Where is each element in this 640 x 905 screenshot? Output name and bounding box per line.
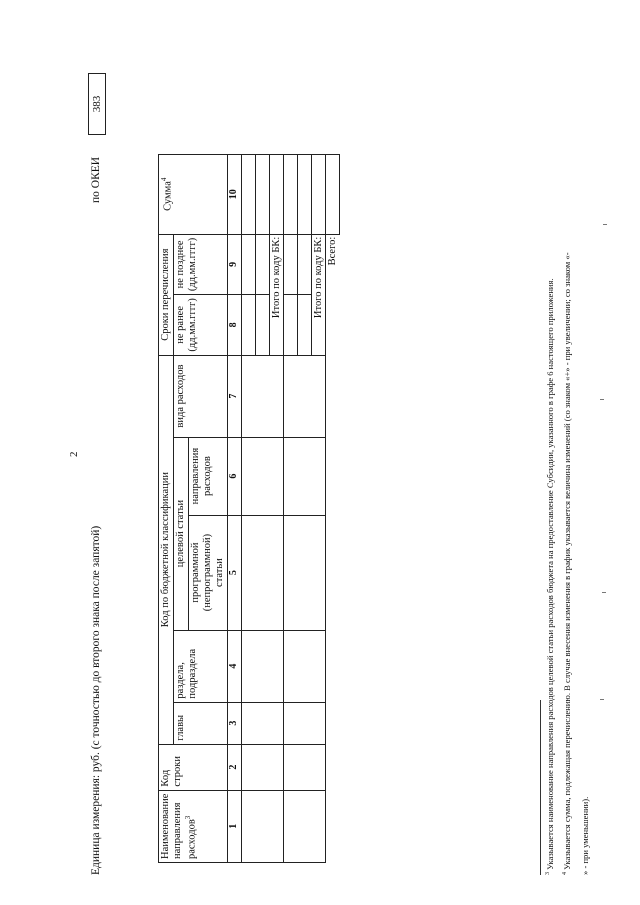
col-number-1: 1 <box>228 790 242 862</box>
header-sroki-cell: Сроки перечисления <box>159 234 174 355</box>
header-razdel-cell: раздела, подраздела <box>174 630 228 702</box>
header-glavy-cell: главы <box>174 702 228 744</box>
column-numbers-row <box>228 154 242 862</box>
group1-napr-cell[interactable] <box>242 437 284 515</box>
col-number-5: 5 <box>228 515 242 630</box>
group2-summa-cell[interactable] <box>284 154 298 234</box>
page-number: 2 <box>68 451 80 457</box>
header-napr-cell: направления расходов <box>189 437 228 515</box>
itogo-bk-sum[interactable] <box>270 154 284 234</box>
header-name-cell: Наименование направления расходов$^3$ <box>159 790 228 862</box>
itogo-bk-sum-2[interactable] <box>312 154 326 234</box>
group2-summa-cell-2[interactable] <box>298 154 312 234</box>
header-ne-pozdnee-cell: не позднее (дд.мм.гггг) <box>174 234 228 294</box>
group1-ne-ranee-cell[interactable] <box>242 295 256 355</box>
col-number-7: 7 <box>228 355 242 437</box>
header-vida-cell: вида расходов <box>174 355 228 437</box>
footnote-4: $^4$ Указывается сумма, подлежащая перечислению. В случае внесения изменения в график указывается величина изменений (со знаком «+» - при увеличении; со знаком «- <box>562 252 572 875</box>
group1-ne-pozdnee-cell[interactable] <box>242 234 256 294</box>
table-row <box>242 154 256 862</box>
group2-glavy-cell[interactable] <box>284 702 326 744</box>
unit-label: Единица измерения: руб. (с точностью до второго знака после запятой) <box>90 525 102 875</box>
group1-ne-ranee-cell-2[interactable] <box>256 295 270 355</box>
header-celevoi-cell: целевой статьи <box>174 437 189 630</box>
group2-napr-cell[interactable] <box>284 437 326 515</box>
vsego-sum[interactable] <box>326 154 340 234</box>
group2-program-cell[interactable] <box>284 515 326 630</box>
group2-ne-pozdnee-cell[interactable] <box>284 234 298 294</box>
group1-summa-cell-2[interactable] <box>256 154 270 234</box>
vsego-row <box>326 154 340 862</box>
header-program-cell: программной (непрограммной) статьи <box>189 515 228 630</box>
group2-ne-pozdnee-cell-2[interactable] <box>298 234 312 294</box>
header-row-1 <box>159 154 174 862</box>
okei-label: по ОКЕИ <box>90 156 102 203</box>
col-number-10: 10 <box>228 154 242 234</box>
table-row <box>284 154 298 862</box>
vsego-spacer <box>326 355 340 862</box>
group1-summa-cell[interactable] <box>242 154 256 234</box>
itogo-bk-label: Итого по коду БК: <box>270 234 284 355</box>
col-number-8: 8 <box>228 295 242 355</box>
header-bk-cell: Код по бюджетной классификации <box>159 355 174 744</box>
footnote-3: $^3$ Указывается наименование направления расходов целевой статьи расходов бюджета на предоставление Субсидии, указанного в графе 6 настоящего приложения. <box>545 278 555 875</box>
col-number-3: 3 <box>228 702 242 744</box>
group2-code-cell[interactable] <box>284 744 326 790</box>
scan-speck <box>602 592 606 593</box>
header-ne-ranee-cell: не ранее (дд.мм.гггг) <box>174 295 228 355</box>
vsego-label: Всего: <box>327 236 339 266</box>
group2-ne-ranee-cell-2[interactable] <box>298 295 312 355</box>
group2-ne-ranee-cell[interactable] <box>284 295 298 355</box>
group2-vida-cell[interactable] <box>284 355 326 437</box>
group1-ne-pozdnee-cell-2[interactable] <box>256 234 270 294</box>
group1-program-cell[interactable] <box>242 515 284 630</box>
header-code-cell: Код строки <box>159 744 228 790</box>
col-number-6: 6 <box>228 437 242 515</box>
group2-name-cell[interactable] <box>284 790 326 862</box>
group2-razdel-cell[interactable] <box>284 630 326 702</box>
col-number-9: 9 <box>228 234 242 294</box>
okei-code-box: 383 <box>88 73 106 135</box>
group1-razdel-cell[interactable] <box>242 630 284 702</box>
scan-speck <box>603 224 607 225</box>
group1-name-cell[interactable] <box>242 790 284 862</box>
footnote-separator <box>540 700 541 875</box>
group1-vida-cell[interactable] <box>242 355 284 437</box>
col-number-4: 4 <box>228 630 242 702</box>
col-number-2: 2 <box>228 744 242 790</box>
footnote-4-cont: » - при уменьшении). <box>580 796 590 875</box>
group1-glavy-cell[interactable] <box>242 702 284 744</box>
scan-speck <box>600 399 604 400</box>
scan-speck <box>600 699 604 700</box>
header-summa-cell: Сумма$^4$ <box>159 154 228 234</box>
itogo-bk-label-2: Итого по коду БК: <box>312 234 326 355</box>
payment-schedule-table <box>158 154 340 863</box>
group1-code-cell[interactable] <box>242 744 284 790</box>
